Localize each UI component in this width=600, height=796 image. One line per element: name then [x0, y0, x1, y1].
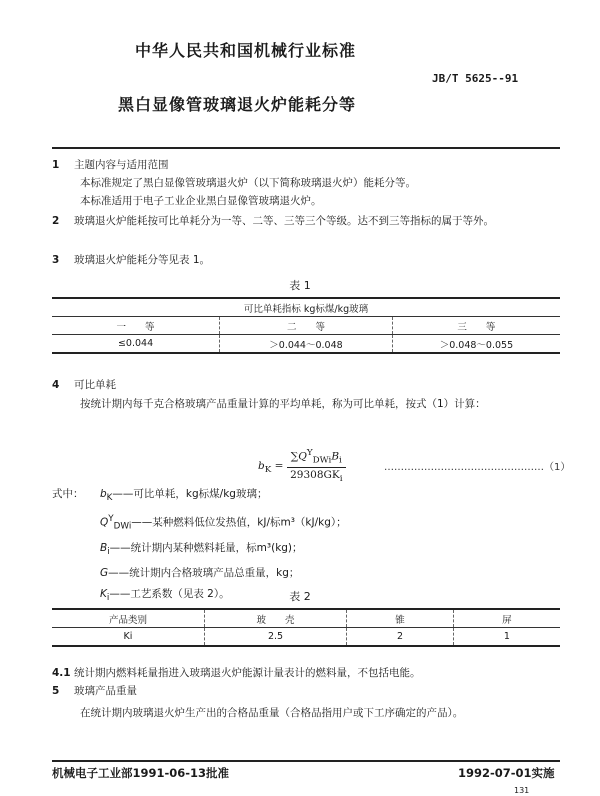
- formula-sum-symbol: ∑: [290, 450, 299, 463]
- def-desc: ——统计期内合格玻璃产品总重量，kg；: [108, 566, 300, 579]
- table-2-caption: 表 2: [289, 590, 311, 603]
- def-desc: ——统计期内某种燃料耗量，标m³(kg)；: [109, 541, 303, 554]
- table-1-grade-1: 一 等: [52, 317, 220, 335]
- table-2-header-category: 产品类别: [52, 609, 204, 628]
- def-symbol: G: [100, 566, 109, 579]
- formula-denominator: $29308GK_i$: [290, 468, 343, 484]
- section-1-paragraph-1: 本标准规定了黑白显像管玻璃退火炉（以下简称玻璃退火炉）能耗分等。: [80, 177, 416, 189]
- header-divider: [52, 147, 560, 149]
- section-4-1-text: 统计期内燃料耗量指进入玻璃退火炉能源计量表计的燃料量，不包括电能。: [74, 667, 421, 679]
- section-4-number: 4: [52, 379, 60, 391]
- section-5-number: 5: [52, 685, 60, 697]
- def-desc: ——工艺系数（见表 2）。: [109, 587, 230, 600]
- formula-leader: …………………………………………（1）: [384, 462, 571, 473]
- section-5: [52, 682, 552, 722]
- table-2-value-shell: 2.5: [204, 628, 346, 647]
- formula-b-sub: i: [339, 455, 342, 466]
- section-3-number: 3: [52, 254, 60, 266]
- table-2-value-screen: 1: [453, 628, 560, 647]
- formula-definitions: 式中： $b_K——$可比单耗，kg标煤/kg玻璃； $Q^Y_{DWi}——$某种燃料低位发热值，kJ/标m³（kJ/kg）； $B_i——$统计期内某种燃料耗量，标m³(kg)； G——统计期内合格玻璃产品总重量，kg； $K_i——$工艺系数（见表 2）。: [52, 484, 347, 609]
- formula-lhs-sub: K: [264, 464, 272, 475]
- formula-q: Q: [298, 450, 307, 463]
- section-3-text: 玻璃退火炉能耗分等见表 1。: [74, 254, 211, 266]
- table-1-value-2: ＞0.044～0.048: [220, 335, 393, 354]
- section-2-number: 2: [52, 215, 60, 227]
- formula-1: [258, 448, 346, 484]
- table-1: [52, 297, 560, 354]
- table-1-header: 可比单耗指标 kg标煤/kg玻璃: [52, 298, 560, 317]
- section-3: [52, 251, 552, 269]
- def-desc: ——可比单耗，kg标煤/kg玻璃；: [112, 488, 268, 500]
- def-symbol: Q: [100, 516, 109, 529]
- table-2-header-cone: 锥: [347, 609, 454, 628]
- section-4-heading: 可比单耗: [74, 379, 116, 391]
- section-4-1-number: 4.1: [52, 667, 71, 679]
- def-symbol: B: [100, 541, 108, 554]
- def-symbol: K: [100, 587, 107, 600]
- formula-q-sub: DWi: [312, 455, 332, 466]
- section-4: [52, 376, 552, 414]
- definitions-intro: 式中：: [52, 488, 84, 500]
- footer-divider: [52, 760, 560, 762]
- table-2-header-shell: 玻 壳: [204, 609, 346, 628]
- section-2-text: 玻璃退火炉能耗按可比单耗分为一等、二等、三等三个等级。达不到三等指标的属于等外。: [74, 215, 494, 227]
- effective-date: 1992-07-01实施: [458, 766, 555, 780]
- def-desc: ——某种燃料低位发热值，kJ/标m³（kJ/kg）；: [131, 516, 347, 529]
- table-1-value-3: ＞0.048～0.055: [392, 335, 560, 354]
- section-1: [52, 156, 552, 210]
- section-2: [52, 212, 552, 230]
- formula-fraction: [287, 448, 346, 484]
- approval-date: 机械电子工业部1991-06-13批准: [52, 766, 230, 780]
- page-number: 131: [514, 786, 530, 795]
- formula-number: （1）: [544, 462, 571, 473]
- formula-q-sup: Y: [306, 448, 313, 458]
- formula-b: B: [331, 450, 340, 463]
- formula-numerator: [287, 448, 346, 468]
- section-1-heading: 主题内容与适用范围: [74, 159, 169, 171]
- section-5-heading: 玻璃产品重量: [74, 685, 137, 697]
- section-1-number: 1: [52, 159, 60, 171]
- document-title: 黑白显像管玻璃退火炉能耗分等: [118, 95, 357, 114]
- table-2-row-label: Ki: [52, 628, 204, 647]
- standard-number: JB/T 5625--91: [432, 72, 519, 85]
- table-2: [52, 608, 560, 647]
- def-symbol: b: [100, 488, 107, 500]
- table-1-grade-3: 三 等: [392, 317, 560, 335]
- section-1-paragraph-2: 本标准适用于电子工业企业黑白显像管玻璃退火炉。: [80, 195, 322, 207]
- table-2-value-cone: 2: [347, 628, 454, 647]
- table-1-value-1: ≤0.044: [52, 335, 220, 354]
- section-5-text: 在统计期内玻璃退火炉生产出的合格品重量（合格品指用户或下工序确定的产品）。: [80, 707, 464, 719]
- section-4-1: [52, 664, 552, 682]
- standard-organization: 中华人民共和国机械行业标准: [135, 41, 357, 60]
- table-1-grade-2: 二 等: [220, 317, 393, 335]
- formula-equals: =: [274, 459, 284, 472]
- formula-lhs: b: [258, 459, 265, 472]
- table-2-header-screen: 屏: [453, 609, 560, 628]
- table-1-caption: 表 1: [289, 279, 311, 292]
- section-4-text: 按统计期内每千克合格玻璃产品重量计算的平均单耗，称为可比单耗，按式（1）计算：: [80, 398, 486, 410]
- formula-den-sub: i: [339, 473, 343, 484]
